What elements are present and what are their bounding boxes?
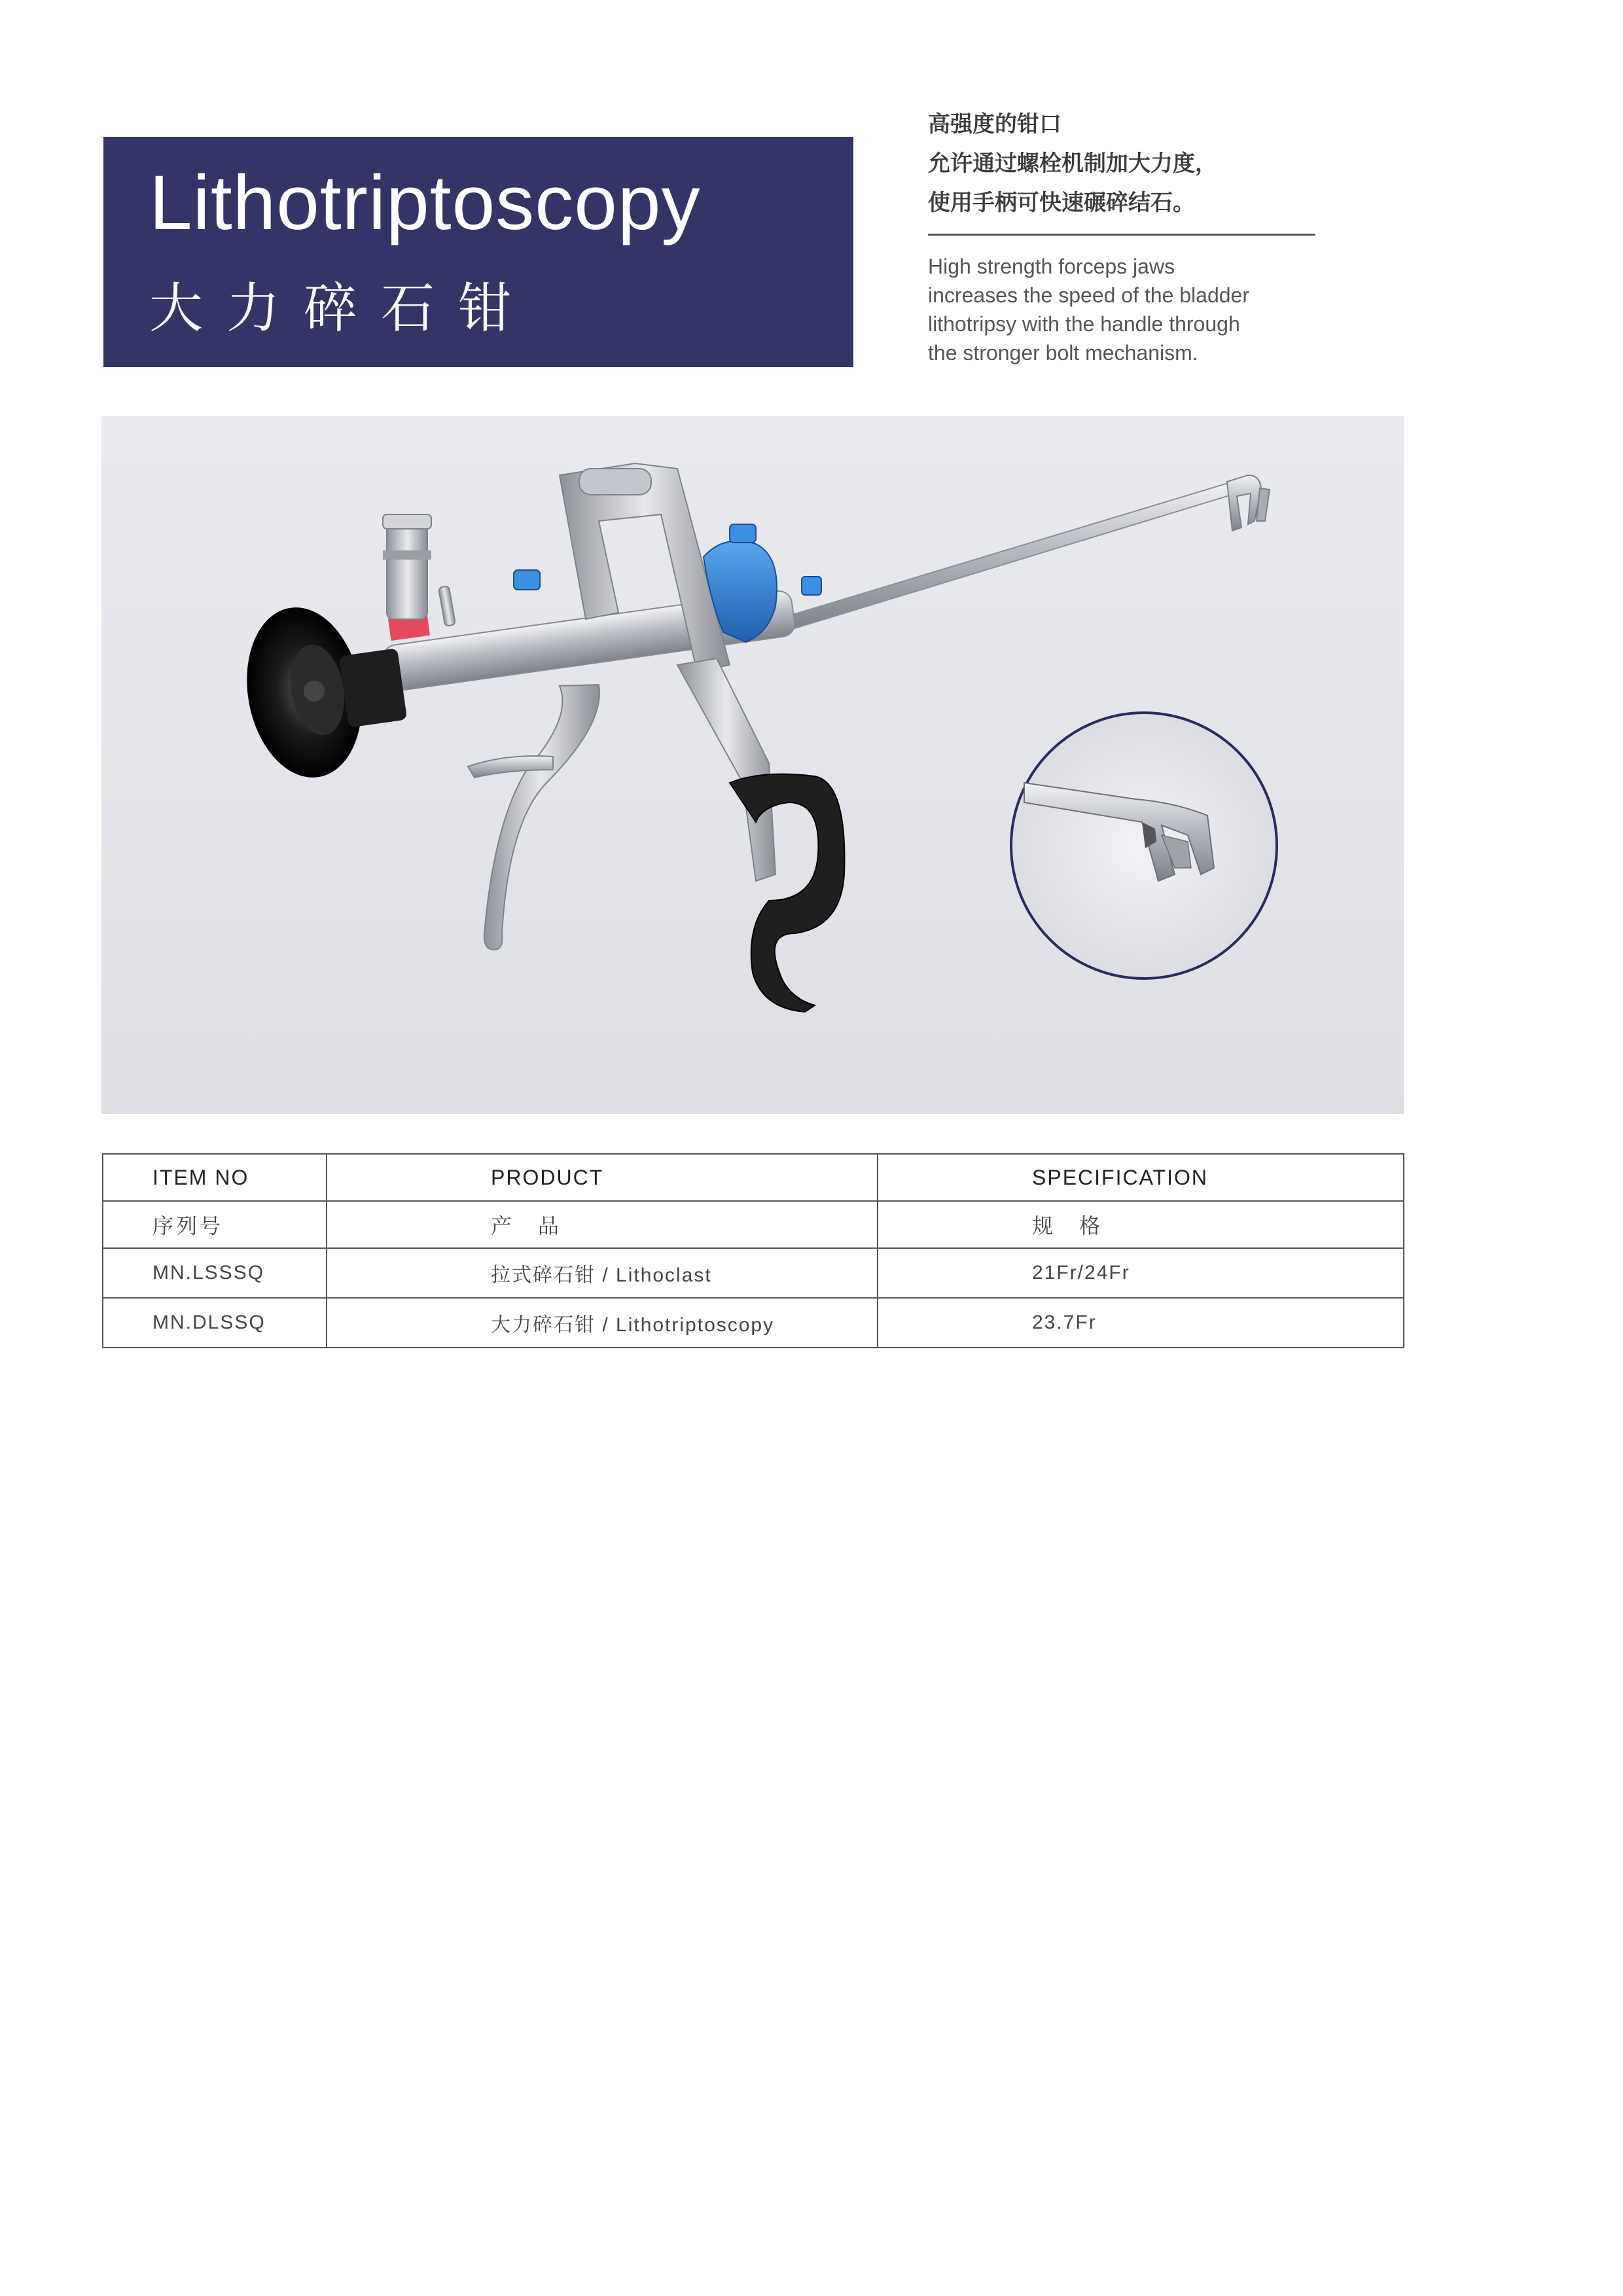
title-banner: [103, 137, 853, 367]
instrument-shaft: [789, 480, 1240, 629]
description-cn-line: 允许通过螺栓机制加大力度，: [928, 151, 1217, 177]
description-divider: [928, 234, 1315, 236]
description-en-line: increases the speed of the bladder: [928, 283, 1249, 307]
instrument-jaw: [1227, 475, 1261, 531]
header-specification-cn: 规格: [878, 1201, 1404, 1248]
description-cn-line: 使用手柄可快速碾碎结石。: [928, 190, 1195, 216]
table-row: [103, 1248, 1404, 1298]
header-item-no-cn: 序列号: [103, 1201, 327, 1248]
jaw-closeup-inset: [1011, 713, 1277, 978]
specification-table: [102, 1153, 1404, 1348]
item-no-cell: MN.LSSSQ: [103, 1248, 327, 1298]
description-en-line: lithotripsy with the handle through: [928, 312, 1240, 336]
spec-cell: 21Fr/24Fr: [878, 1248, 1404, 1298]
description-en-line: High strength forceps jaws: [928, 255, 1175, 278]
table-header-row: [103, 1154, 1404, 1201]
product-cell: 拉式碎石钳 / Lithoclast: [327, 1248, 878, 1298]
black-grip: [730, 774, 844, 1012]
item-no-cell: MN.DLSSQ: [103, 1298, 327, 1348]
light-port: [387, 521, 427, 619]
header-item-no: ITEM NO: [103, 1154, 327, 1201]
table-row: [103, 1298, 1404, 1348]
spec-cell: 23.7Fr: [878, 1298, 1404, 1348]
page-title: Lithotriptoscopy: [149, 160, 701, 246]
description-en-line: the stronger bolt mechanism.: [928, 341, 1198, 365]
rear-lever: [677, 658, 776, 881]
front-handle: [484, 685, 599, 950]
description-english: [928, 252, 1347, 367]
product-cell: 大力碎石钳 / Lithotriptoscopy: [327, 1298, 878, 1348]
header-product-cn: 产品: [327, 1201, 878, 1248]
header-specification: SPECIFICATION: [878, 1154, 1404, 1201]
header-product: PRODUCT: [327, 1154, 878, 1201]
table-header-row-chinese: [103, 1201, 1404, 1248]
description-cn-line: 高强度的钳口: [928, 111, 1061, 137]
lithotriptoscope-illustration: [101, 416, 1404, 1114]
page-title-chinese: 大力碎石钳: [149, 278, 536, 340]
description-chinese: [928, 105, 1321, 223]
product-photo: [101, 416, 1404, 1114]
